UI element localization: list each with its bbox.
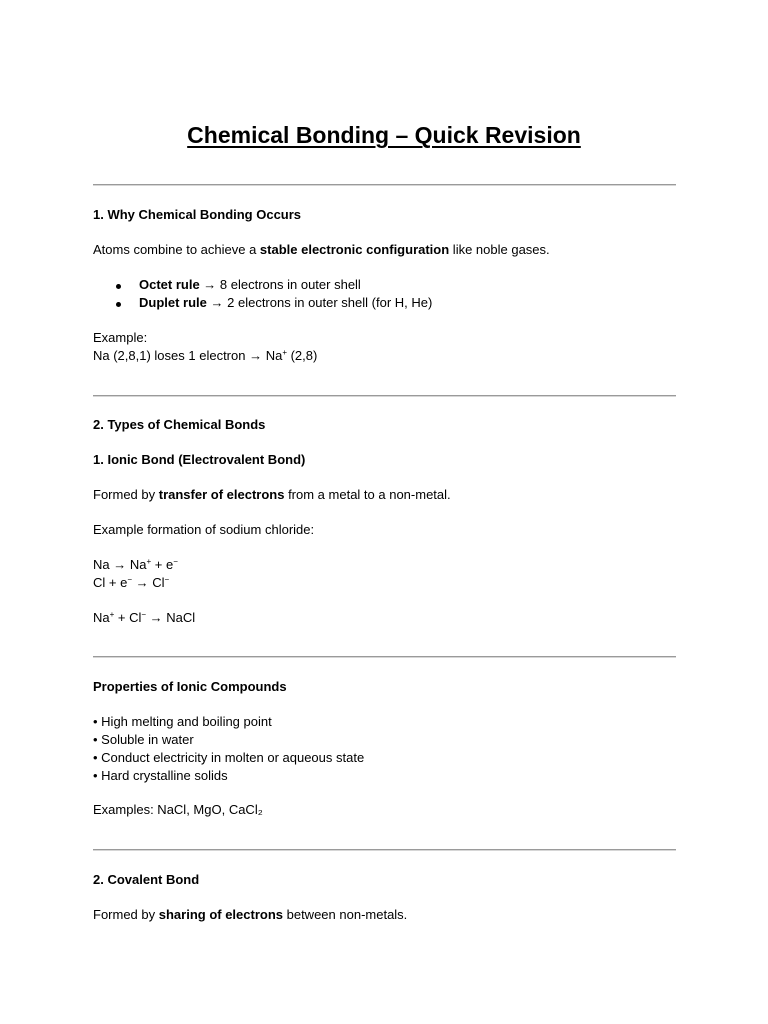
intro-text-start: Atoms combine to achieve a — [93, 242, 260, 257]
eq-part: Na — [93, 610, 110, 625]
divider — [93, 849, 676, 851]
bullet-duplet-rule — [139, 295, 432, 311]
superscript: − — [127, 575, 132, 584]
page-title: Chemical Bonding – Quick Revision — [187, 122, 581, 148]
property-item: • Hard crystalline solids — [93, 768, 228, 783]
bullet-dot-icon — [116, 284, 121, 289]
divider — [93, 395, 676, 397]
ionic-text-bold: transfer of electrons — [158, 487, 285, 502]
example-label: Example: — [93, 330, 148, 345]
superscript: + — [282, 348, 287, 357]
covalent-text-end: between non-metals. — [283, 907, 408, 922]
properties-heading: Properties of Ionic Compounds — [93, 679, 287, 694]
section-heading-types: 2. Types of Chemical Bonds — [93, 417, 266, 432]
intro-paragraph — [93, 242, 550, 258]
equation-chlorine — [93, 575, 169, 591]
bullet-text: → 2 electrons in outer shell (for H, He) — [206, 295, 433, 310]
eq-part: → NaCl — [146, 610, 196, 625]
covalent-heading: 2. Covalent Bond — [93, 872, 200, 887]
example-intro: Example formation of sodium chloride: — [93, 522, 315, 537]
subheading-ionic-bond: 1. Ionic Bond (Electrovalent Bond) — [93, 452, 306, 467]
intro-text-end: like noble gases. — [449, 242, 550, 257]
divider — [93, 656, 676, 658]
bullet-dot-icon — [116, 302, 121, 307]
example-text-end: (2,8) — [286, 348, 318, 363]
property-item: • Conduct electricity in molten or aqueous state — [93, 750, 365, 765]
section-heading-why: 1. Why Chemical Bonding Occurs — [93, 207, 302, 222]
eq-part: → Cl — [132, 575, 165, 590]
eq-part: Cl + e — [93, 575, 128, 590]
example-text-start: Na (2,8,1) loses 1 electron → Na — [93, 348, 283, 363]
superscript: + — [146, 557, 152, 566]
property-item: • Soluble in water — [93, 732, 194, 747]
superscript: − — [173, 557, 178, 566]
superscript: + — [109, 610, 115, 619]
eq-part: Na → Na — [93, 557, 147, 572]
covalent-text-bold: sharing of electrons — [158, 907, 283, 922]
ionic-text-end: from a metal to a non-metal. — [284, 487, 451, 502]
covalent-text-start: Formed by — [93, 907, 159, 922]
properties-examples: Examples: NaCl, MgO, CaCl₂ — [93, 802, 263, 817]
ionic-definition — [93, 487, 451, 503]
example-equation — [93, 348, 317, 364]
property-item: • High melting and boiling point — [93, 714, 272, 729]
bullet-label: Duplet rule — [139, 295, 207, 310]
superscript: − — [164, 575, 170, 584]
bullet-octet-rule — [139, 277, 361, 293]
equation-nacl — [93, 610, 195, 626]
ionic-text-start: Formed by — [93, 487, 159, 502]
covalent-definition — [93, 907, 407, 923]
eq-part: + e — [151, 557, 174, 572]
intro-text-bold: stable electronic configuration — [259, 242, 450, 257]
bullet-text: → 8 electrons in outer shell — [199, 277, 361, 292]
equation-sodium — [93, 557, 178, 573]
divider — [93, 184, 676, 186]
superscript: − — [141, 610, 147, 619]
bullet-label: Octet rule — [139, 277, 200, 292]
eq-part: + Cl — [114, 610, 142, 625]
